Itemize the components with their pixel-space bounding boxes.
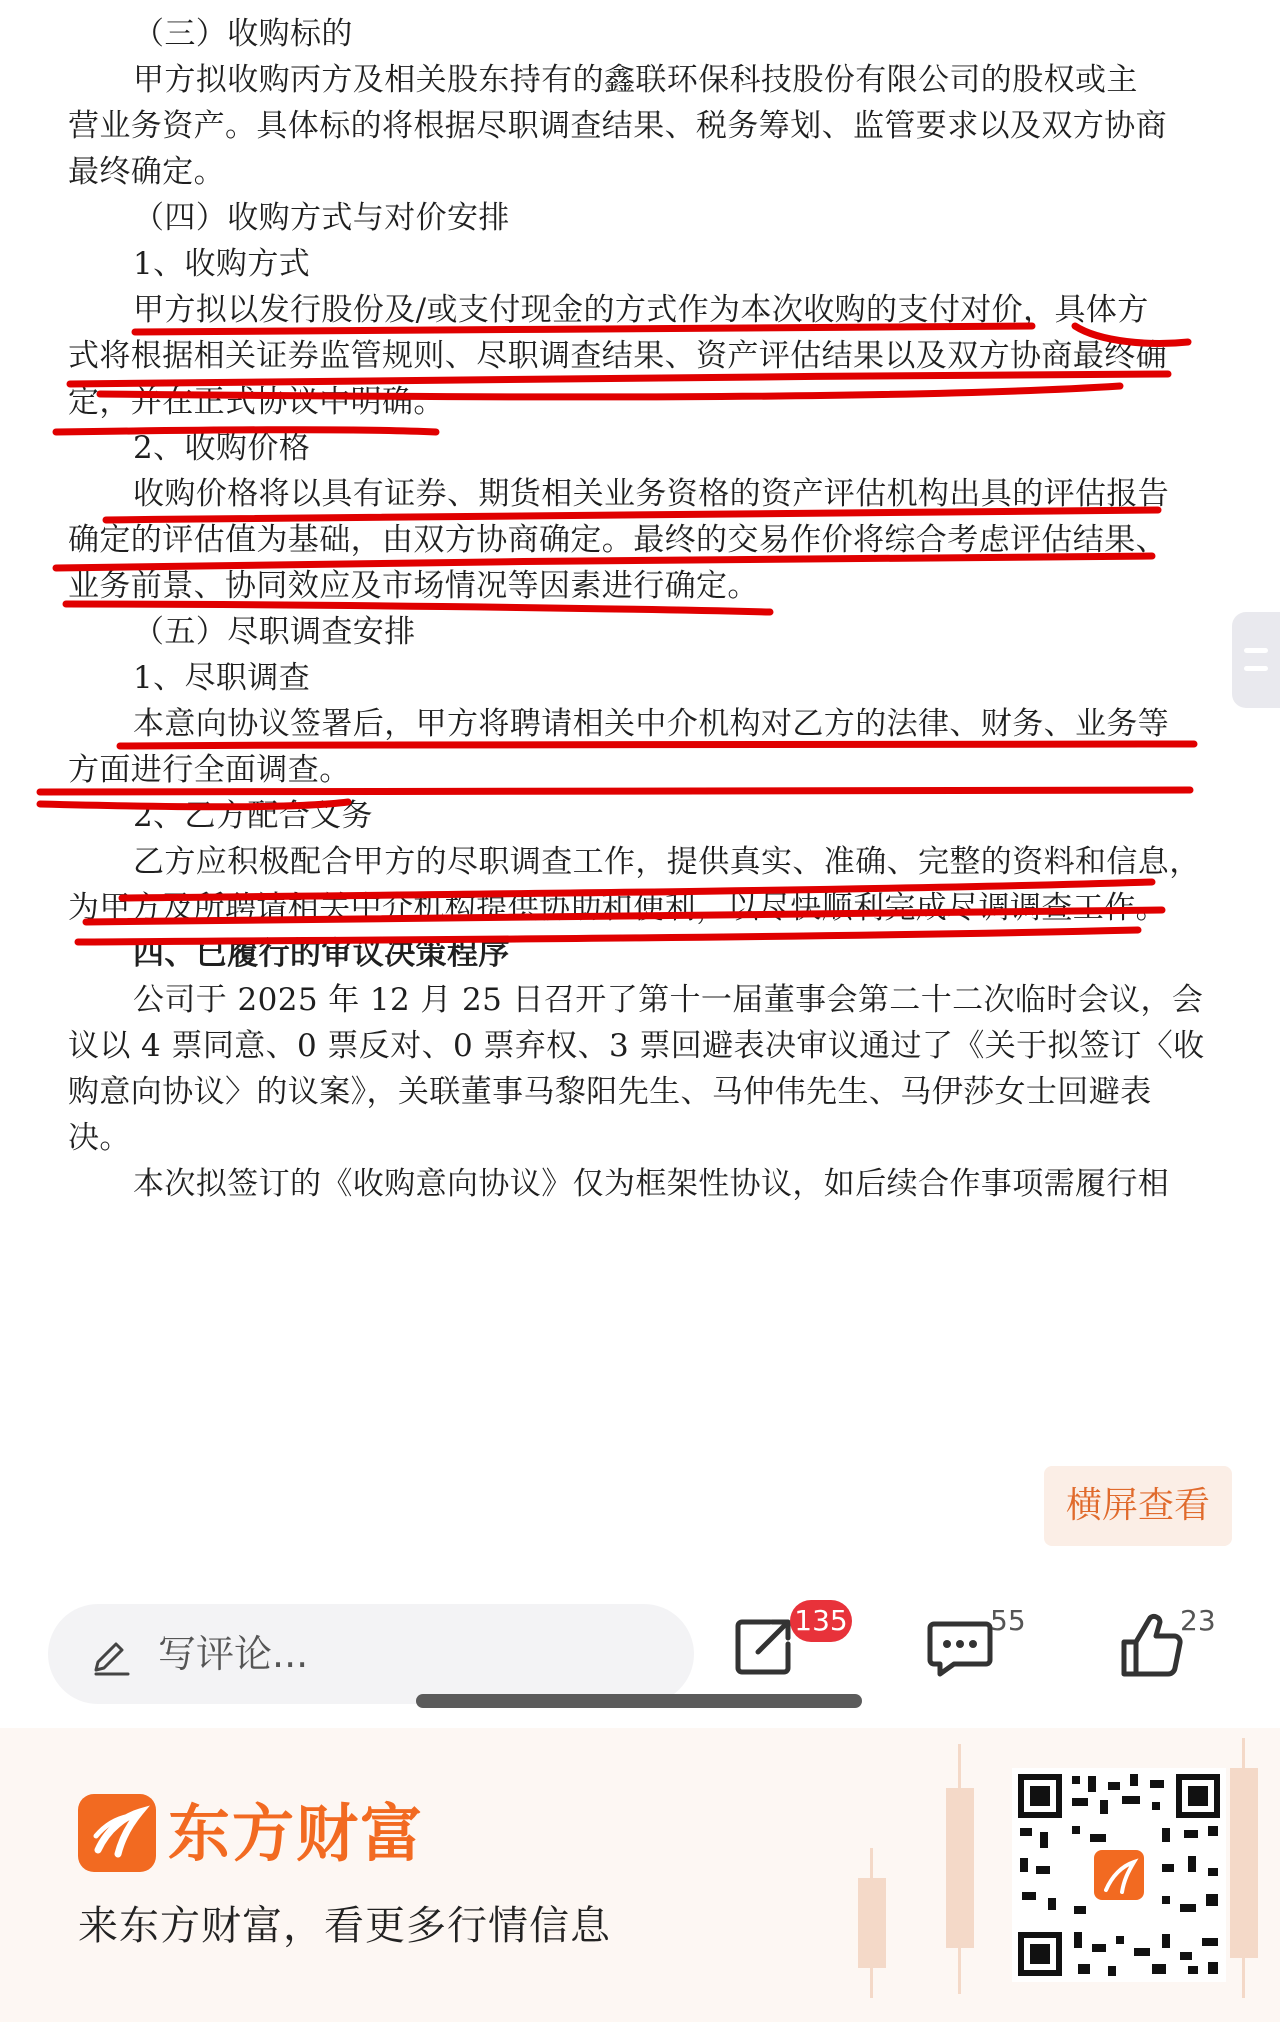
doc-line: 定，并在正式协议中明确。 [68,384,445,420]
section-heading-4: （四）收购方式与对价安排 [133,200,510,236]
doc-line: 收购价格将以具有证券、期货相关业务资格的资产评估机构出具的评估报告 [133,476,1170,512]
thumbs-up-icon[interactable] [1110,1606,1190,1686]
doc-line: 购意向协议〉的议案》，关联董事马黎阳先生、马仲伟先生、马伊莎女士回避表 [68,1074,1152,1110]
doc-line: 最终确定。 [68,154,225,190]
sub-heading: 1、尽职调查 [133,660,311,696]
doc-line: 乙方应积极配合甲方的尽职调查工作，提供真实、准确、完整的资料和信息， [133,844,1201,880]
comment-count: 55 [990,1604,1026,1637]
eastmoney-logo-icon [78,1794,156,1872]
doc-line: 本次拟签订的《收购意向协议》仅为框架性协议，如后续合作事项需履行相 [133,1166,1170,1202]
qr-code-icon [1012,1768,1226,1982]
share-count-badge: 135 [790,1600,852,1642]
like-count: 23 [1180,1604,1216,1637]
side-drawer-handle[interactable] [1232,612,1280,708]
brand-name: 东方财富 [168,1797,425,1870]
underline-stroke [40,790,1190,792]
doc-line: 公司于 2025 年 12 月 25 日召开了第十一届董事会第二十二次临时会议，会 [133,982,1204,1018]
doc-line: 业务前景、协同效应及市场情况等因素进行确定。 [68,568,759,604]
ad-banner[interactable] [0,1728,1280,2022]
horizontal-scrollbar[interactable] [416,1694,862,1708]
comment-icon[interactable] [920,1606,1000,1686]
doc-line: 议以 4 票同意、0 票反对、0 票弃权、3 票回避表决审议通过了《关于拟签订〈收 [68,1028,1205,1064]
doc-line: 方面进行全面调查。 [68,752,351,788]
section-heading-5: （五）尽职调查安排 [133,614,416,650]
doc-line: 本意向协议签署后，甲方将聘请相关中介机构对乙方的法律、财务、业务等 [133,706,1170,742]
comment-placeholder: 写评论... [158,1632,309,1676]
comment-input[interactable] [48,1604,694,1704]
ad-slogan: 来东方财富，看更多行情信息 [78,1903,611,1949]
sub-heading: 2、乙方配合义务 [133,798,373,834]
bottom-action-bar [0,1580,1280,1728]
sub-heading: 1、收购方式 [133,246,311,282]
doc-line: 式将根据相关证券监管规则、尽职调查结果、资产评估结果以及双方协商最终确 [68,338,1167,374]
landscape-view-button[interactable]: 横屏查看 [1044,1466,1232,1546]
doc-line: 确定的评估值为基础，由双方协商确定。最终的交易作价将综合考虑评估结果、 [68,522,1167,558]
section-heading-3: （三）收购标的 [133,16,353,52]
sub-heading: 2、收购价格 [133,430,311,466]
doc-line: 营业务资产。具体标的将根据尽职调查结果、税务筹划、监管要求以及双方协商 [68,108,1167,144]
content-fade [0,1540,1280,1584]
doc-line: 甲方拟以发行股份及/或支付现金的方式作为本次收购的支付对价，具体方 [133,292,1149,328]
doc-line: 为甲方及所聘请相关中介机构提供协助和便利，以尽快顺利完成尽调调查工作。 [68,890,1167,926]
doc-line: 决。 [68,1120,131,1156]
doc-line: 甲方拟收购丙方及相关股东持有的鑫联环保科技股份有限公司的股权或主 [133,62,1138,98]
pencil-icon [90,1632,134,1676]
section-heading-four: 四、已履行的审议决策程序 [133,936,510,972]
